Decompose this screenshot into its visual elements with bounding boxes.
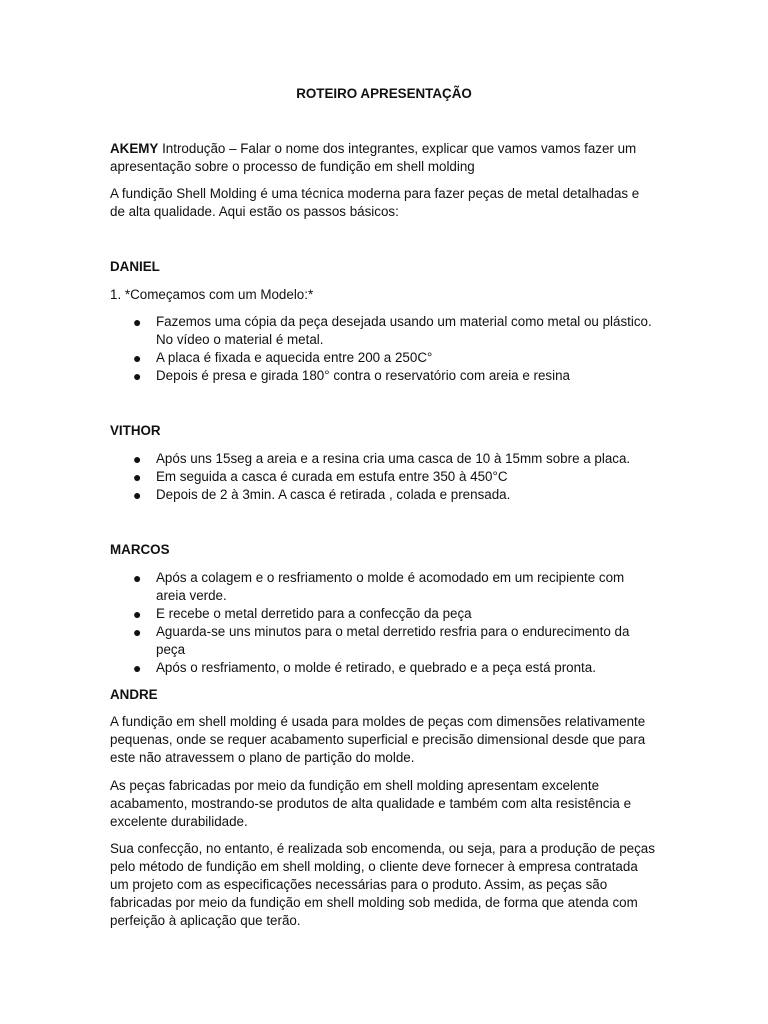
section-heading-daniel: DANIEL [110,259,160,274]
list-item: ● Após o resfriamento, o molde é retirado, e quebrado e a peça está pronta. [133,660,596,676]
list-item: ● Depois é presa e girada 180° contra o reservatório com areia e resina [133,368,570,384]
section-heading-vithor: VITHOR [110,423,161,438]
list-item: ● Após uns 15seg a areia e a resina cria uma casca de 10 à 15mm sobre a placa. [133,451,631,467]
list-item: ● Aguarda-se uns minutos para o metal derretido resfria para o endurecimento da peça [133,624,630,657]
daniel-step-title: 1. *Começamos com um Modelo:* [110,287,314,302]
document-title: ROTEIRO APRESENTAÇÃO [296,86,472,101]
section-heading-andre: ANDRE [110,687,158,702]
section-heading-marcos: MARCOS [110,542,170,557]
intro-presenter-name: AKEMY [110,141,159,156]
andre-paragraph-3: Sua confecção, no entanto, é realizada sob encomenda, ou seja, para a produção de peças pelo método de fundição em shell molding, o cliente deve fornecer à empresa contratada um projeto com as especificações necessárias para o produto. Assim, as peças são fabricadas por meio da fundição em shell molding sob medida, de forma que atenda com perfeição à aplicação que terão. [110,841,655,928]
andre-paragraph-2: As peças fabricadas por meio da fundição em shell molding apresentam excelente acabamento, mostrando-se produtos de alta qualidade e também com alta resistência e excelente durabilidade. [110,778,632,829]
andre-paragraph-1: A fundição em shell molding é usada para moldes de peças com dimensões relativamente pequenas, onde se requer acabamento superficial e precisão dimensional desde que para este não atravessem o plano de partição do molde. [110,714,646,765]
list-item: ● A placa é fixada e aquecida entre 200 a 250C° [133,350,433,366]
list-item: ● Após a colagem e o resfriamento o molde é acomodado em um recipiente com areia verde. [133,570,625,603]
bullet-icon: ● [133,570,142,586]
bullet-icon: ● [133,624,142,640]
bullet-icon: ● [133,451,142,467]
list-item: ● E recebe o metal derretido para a confecção da peça [133,606,472,622]
vithor-bullet-list [110,450,655,504]
list-item: ● Depois de 2 à 3min. A casca é retirada , colada e prensada. [133,487,511,503]
bullet-icon: ● [133,469,142,485]
bullet-icon: ● [133,606,142,622]
bullet-icon: ● [133,487,142,503]
bullet-icon: ● [133,350,142,366]
intro-text: Introdução – Falar o nome dos integrantes, explicar que vamos vamos fazer um apresentação sobre o processo de fundição em shell molding [110,141,637,174]
daniel-bullet-list [110,313,655,385]
bullet-icon: ● [133,368,142,384]
bullet-icon: ● [133,314,142,330]
list-item: ● Em seguida a casca é curada em estufa entre 350 à 450°C [133,469,508,485]
list-item: ● Fazemos uma cópia da peça desejada usando um material como metal ou plástico. No vídeo o material é metal. [133,314,652,347]
marcos-bullet-list [110,569,655,677]
overview-paragraph: A fundição Shell Molding é uma técnica moderna para fazer peças de metal detalhadas e de alta qualidade. Aqui estão os passos básicos: [110,186,640,219]
intro-paragraph [110,140,655,176]
bullet-icon: ● [133,660,142,676]
